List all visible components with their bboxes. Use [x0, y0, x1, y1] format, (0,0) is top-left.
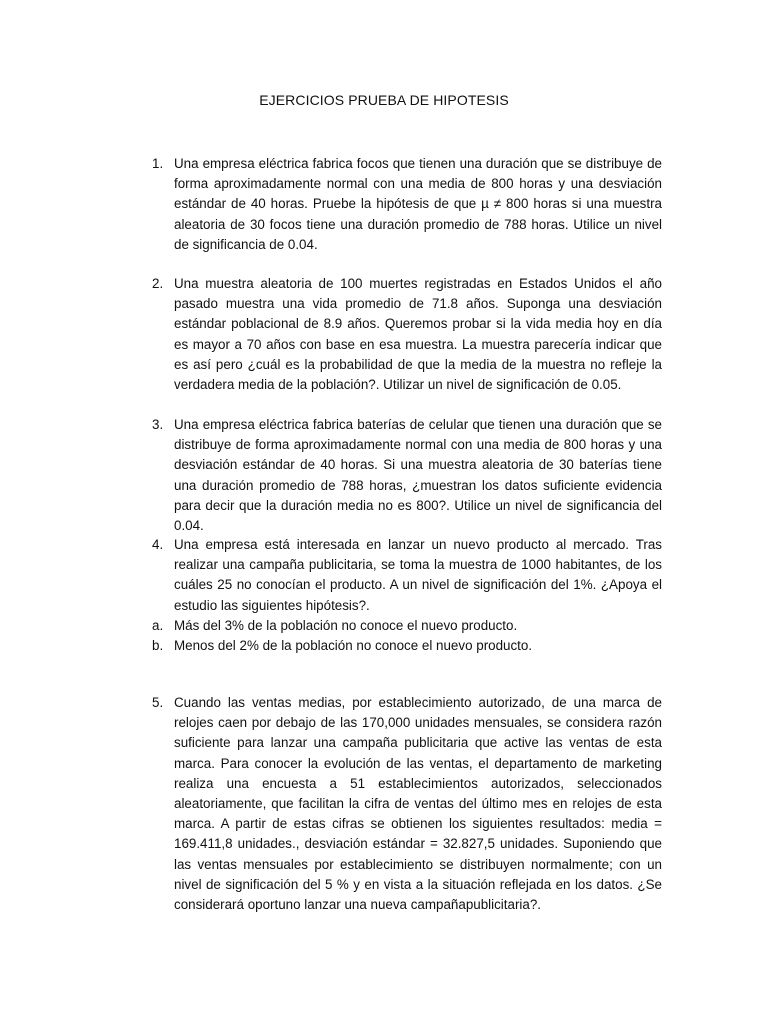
exercise-4: [152, 535, 662, 656]
exercise-number: 3.: [152, 417, 164, 432]
exercise-3: [152, 415, 662, 536]
sub-item-text: Menos del 2% de la población no conoce el nuevo producto.: [174, 638, 533, 654]
exercise-text: Una empresa eléctrica fabrica baterías de celular que tienen una duración que se distribuye de forma aproximadamente normal con una media de 800 horas y una desviación estándar de 40 horas. Si una muestra aleatoria de 30 baterías tiene una duración promedio de 788 horas, ¿muestran los datos suficiente evidencia para decir que la duración media no es 800?. Utilice un nivel de significancia del 0.04.: [174, 417, 662, 534]
exercise-1: [152, 154, 662, 255]
exercise-number: 2.: [152, 276, 164, 291]
sub-item-b: [152, 636, 662, 656]
exercise-5: [152, 693, 662, 915]
exercise-text: Una muestra aleatoria de 100 muertes registradas en Estados Unidos el año pasado muestra una vida promedio de 71.8 años. Suponga una desviación estándar poblacional de 8.9 años. Queremos probar si la vida media hoy en día es mayor a 70 años con base en esa muestra. La muestra parecería indicar que es así pero ¿cuál es la probabilidad de que la media de la muestra no refleje la verdadera media de la población?. Utilizar un nivel de significación de 0.05.: [174, 276, 662, 393]
exercise-text: Una empresa está interesada en lanzar un nuevo producto al mercado. Tras realizar una campaña publicitaria, se toma la muestra de 1000 habitantes, de los cuáles 25 no conocían el producto. A un nivel de significación del 1%. ¿Apoya el estudio las siguientes hipótesis?.: [174, 537, 662, 613]
sub-item-letter: b.: [152, 638, 164, 654]
sub-item-a: [152, 616, 662, 636]
exercise-2: [152, 274, 662, 395]
exercise-text: Cuando las ventas medias, por establecimiento autorizado, de una marca de relojes caen por debajo de las 170,000 unidades mensuales, se considera razón suficiente para lanzar una campaña publicitaria que active las ventas de esta marca. Para conocer la evolución de las ventas, el departamento de marketing realiza una encuesta a 51 establecimientos autorizados, seleccionados aleatoriamente, que facilitan la cifra de ventas del último mes en relojes de esta marca. A partir de estas cifras se obtienen los siguientes resultados: media = 169.411,8 unidades., desviación estándar = 32.827,5 unidades. Suponiendo que las ventas mensuales por establecimiento se distribuyen normalmente; con un nivel de significación del 5 % y en vista a la situación reflejada en los datos. ¿Se considerará oportuno lanzar una nueva campañapublicitaria?.: [174, 695, 662, 913]
exercise-body: [152, 535, 662, 656]
exercise-number: 4.: [152, 537, 164, 552]
exercise-number: 1.: [152, 156, 164, 171]
document-title: EJERCICIOS PRUEBA DE HIPOTESIS: [259, 92, 509, 108]
sub-item-text: Más del 3% de la población no conoce el nuevo producto.: [174, 617, 518, 633]
exercise-text: Una empresa eléctrica fabrica focos que tienen una duración que se distribuye de forma aproximadamente normal con una media de 800 horas y una desviación estándar de 40 horas. Pruebe la hipótesis de que µ ≠ 800 horas si una muestra aleatoria de 30 focos tiene una duración promedio de 788 horas. Utilice un nivel de significancia de 0.04.: [174, 156, 662, 252]
sub-item-letter: a.: [152, 617, 164, 633]
exercise-number: 5.: [152, 695, 164, 710]
